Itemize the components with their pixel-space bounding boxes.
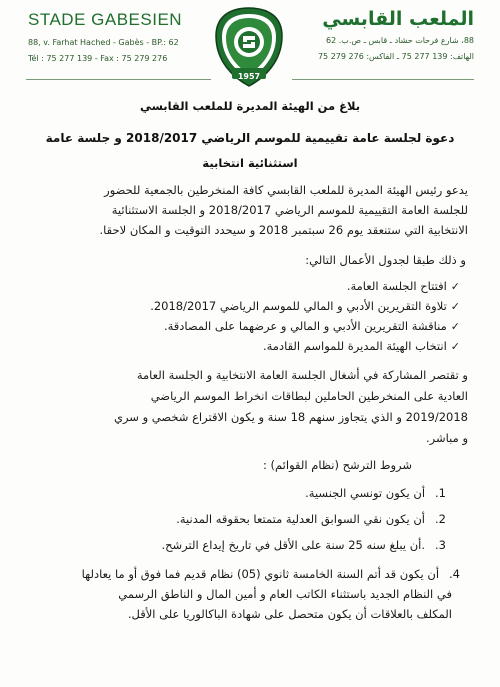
conditions-intro: شروط الترشح (نظام القوائم) : <box>263 458 412 472</box>
condition-4-continuation-2: المكلف بالعلاقات أن يكون متحصل على شهادة الباكالوريا على الأقل. <box>127 607 452 621</box>
agenda-item: ✓مناقشة التقريرين الأدبي و المالي و عرضهما على المصادقة. <box>163 319 460 333</box>
letterhead-divider-right <box>292 79 474 80</box>
letterhead-arabic <box>294 8 474 61</box>
participation-line-1: و تقتصر المشاركة في أشغال الجلسة العامة الانتخابية و الجلسة العامة <box>136 368 468 382</box>
address-arabic: 88، شارع فرحات حشاد ـ قابس ـ ص.ب. 62 <box>326 36 474 45</box>
agenda-item: ✓تلاوة التقريرين الأدبي و المالي للموسم الرياضي 2018/2017. <box>150 299 460 313</box>
letterhead-french <box>28 10 203 63</box>
intro-line-2: للجلسة العامة التقييمية للموسم الرياضي 2018/2017 و الجلسة الاستثنائية <box>111 203 468 217</box>
phone-fax-arabic: الهاتف: 139 277 75 ـ الفاكس: 276 279 75 <box>317 52 474 61</box>
participation-line-4: و مباشر. <box>426 431 468 445</box>
participation-line-2: العادية على المنخرطين الحاملين لبطاقات انخراط الموسم الرياضي <box>150 389 468 403</box>
participation-line-3: 2019/2018 و الذي يتجاوز سنهم 18 سنة و يكون الاقتراع شخصي و سري <box>113 410 468 424</box>
condition-item: 3..أن يبلغ سنه 25 سنة على الأقل في تاريخ إيداع الترشح. <box>161 538 446 552</box>
address-french: 88, v. Farhat Hached - Gabès - BP.: 62 <box>28 38 179 47</box>
condition-4-continuation-1: في النظام الجديد باستثناء الكاتب العام و أمين المال و الناطق الرسمي <box>118 587 452 601</box>
club-logo <box>212 6 286 88</box>
checkmark-icon: ✓ <box>450 280 460 293</box>
checkmark-icon: ✓ <box>450 300 460 313</box>
checkmark-icon: ✓ <box>450 320 460 333</box>
invitation-title: دعوة لجلسة عامة تقييمية للموسم الرياضي 2018/2017 و جلسة عامة <box>45 131 455 145</box>
condition-item: 2.أن يكون نقي السوابق العدلية متمتعا بحقوقه المدنية. <box>176 512 446 526</box>
agenda-intro: و ذلك طبقا لجدول الأعمال التالي: <box>305 253 466 267</box>
checkmark-icon: ✓ <box>450 340 460 353</box>
phone-fax-french: Tél : 75 277 139 - Fax : 75 279 276 <box>28 54 168 63</box>
invitation-subtitle: استثنائية انتخابية <box>202 156 298 170</box>
agenda-item: ✓افتتاح الجلسة العامة. <box>346 279 460 293</box>
condition-item: 4.أن يكون قد أتم السنة الخامسة ثانوي (05) نظام قديم فما فوق أو ما يعادلها <box>81 567 460 581</box>
letterhead-divider-left <box>26 79 211 80</box>
intro-line-3: الانتخابية التي ستنعقد يوم 26 سبتمبر 2018 و سيحدد التوقيت و المكان لاحقا. <box>99 223 468 237</box>
agenda-item: ✓انتخاب الهيئة المديرة للمواسم القادمة. <box>262 339 460 353</box>
notice-title: بلاغ من الهيئة المديرة للملعب القابسي <box>139 99 361 113</box>
club-name-french: STADE GABESIEN <box>28 10 183 29</box>
club-name-arabic: الملعب القابسي <box>322 8 474 30</box>
intro-line-1: يدعو رئيس الهيئة المديرة للملعب القابسي كافة المنخرطين بالجمعية للحضور <box>104 183 468 197</box>
condition-item: 1.أن يكون تونسي الجنسية. <box>305 486 446 500</box>
founding-year: 1957 <box>237 72 261 81</box>
